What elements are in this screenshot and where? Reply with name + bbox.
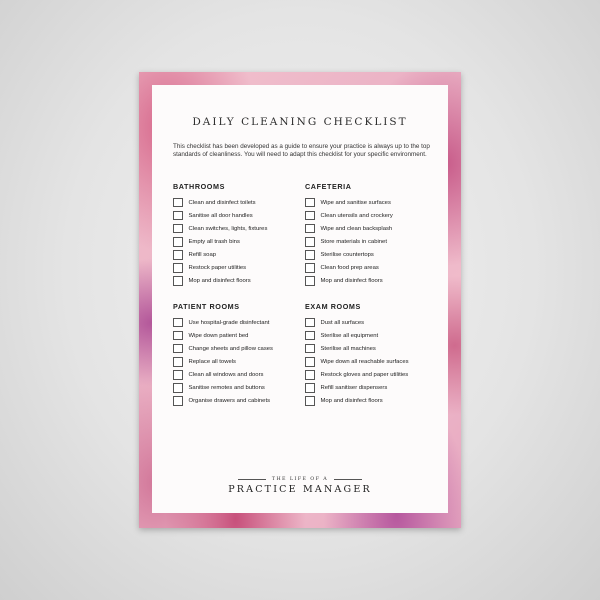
checklist-item-label: Mop and disinfect floors	[320, 278, 383, 285]
checklist-item-label: Change sheets and pillow cases	[188, 345, 273, 352]
checklist-item[interactable]	[173, 222, 303, 235]
checkbox[interactable]	[173, 250, 183, 260]
checklist-item[interactable]	[173, 275, 303, 288]
logo-small-text: THE LIFE OF A	[271, 477, 329, 482]
checkbox[interactable]	[173, 396, 183, 406]
checkbox[interactable]	[305, 276, 315, 286]
checklist-item[interactable]	[173, 261, 303, 274]
section-cafeteria	[305, 182, 435, 288]
checklist-item[interactable]	[305, 329, 435, 342]
checklist-item[interactable]	[305, 261, 435, 274]
checklist-item[interactable]	[305, 355, 435, 368]
checkbox[interactable]	[305, 331, 315, 341]
logo-rule-right	[334, 479, 362, 480]
checkbox[interactable]	[173, 344, 183, 354]
checklist-item-label: Wipe down patient bed	[188, 332, 249, 339]
checklist-item[interactable]	[305, 222, 435, 235]
checklist-item[interactable]	[173, 355, 303, 368]
checklist-item-label: Refill sanitiser dispensers	[320, 385, 388, 392]
checklist-item-label: Clean food prep areas	[320, 265, 379, 272]
checklist-item-label: Clean all windows and doors	[188, 371, 264, 378]
checkbox[interactable]	[305, 383, 315, 393]
checklist-item-label: Mop and disinfect floors	[188, 278, 251, 285]
checklist-panel	[152, 85, 448, 513]
checklist-item-label: Clean and disinfect toilets	[188, 199, 256, 206]
checklist-item[interactable]	[305, 235, 435, 248]
checkbox[interactable]	[305, 263, 315, 273]
checkbox[interactable]	[305, 250, 315, 260]
checklist-item-label: Restock paper utilities	[188, 265, 247, 272]
page-title: DAILY CLEANING CHECKLIST	[192, 116, 408, 128]
checkbox[interactable]	[173, 276, 183, 286]
checklist-item-label: Sterilise countertops	[320, 251, 374, 258]
checkbox[interactable]	[173, 357, 183, 367]
section-exam-rooms	[305, 302, 435, 408]
checklist-item-label: Use hospital-grade disinfectant	[188, 319, 270, 326]
checklist-item-label: Sanitise all door handles	[188, 212, 253, 219]
logo-rule-left	[238, 479, 266, 480]
checklist-item[interactable]	[173, 209, 303, 222]
section-title: BATHROOMS	[173, 182, 225, 191]
checklist-item-label: Mop and disinfect floors	[320, 398, 383, 405]
checkbox[interactable]	[305, 211, 315, 221]
section-patient-rooms	[173, 302, 303, 408]
intro-paragraph: This checklist has been developed as a guide to ensure your practice is always up to the top standards of cleanliness. You will need to adapt this checklist for your specific environment.	[173, 143, 430, 159]
checkbox[interactable]	[173, 198, 183, 208]
checklist-item-label: Clean switches, lights, fixtures	[188, 225, 268, 232]
checkbox[interactable]	[305, 357, 315, 367]
checklist-item-label: Sterilise all equipment	[320, 332, 379, 339]
section-bathrooms	[173, 182, 303, 288]
checklist-item[interactable]	[305, 196, 435, 209]
checklist-item[interactable]	[305, 316, 435, 329]
checklist-item[interactable]	[173, 248, 303, 261]
section-title: EXAM ROOMS	[305, 302, 361, 311]
checkbox[interactable]	[305, 198, 315, 208]
checklist-item[interactable]	[305, 342, 435, 355]
checkbox[interactable]	[305, 370, 315, 380]
checkbox[interactable]	[173, 331, 183, 341]
checklist-item[interactable]	[173, 342, 303, 355]
checklist-item[interactable]	[173, 235, 303, 248]
checklist-item[interactable]	[173, 329, 303, 342]
checklist-item[interactable]	[305, 395, 435, 408]
checklist-item-label: Organise drawers and cabinets	[188, 398, 271, 405]
checkbox[interactable]	[173, 318, 183, 328]
checklist-item[interactable]	[173, 395, 303, 408]
checklist-item[interactable]	[173, 196, 303, 209]
checklist-item-label: Sterilise all machines	[320, 345, 376, 352]
checklist-item-label: Refill soap	[188, 251, 217, 258]
checklist-item-label: Wipe and clean backsplash	[320, 225, 393, 232]
section-title: CAFETERIA	[305, 182, 352, 191]
checklist-item[interactable]	[173, 381, 303, 394]
checkbox[interactable]	[173, 370, 183, 380]
checkbox[interactable]	[173, 224, 183, 234]
logo-big-text: PRACTICE MANAGER	[228, 484, 372, 495]
checklist-item-label: Restock gloves and paper utilities	[320, 371, 409, 378]
checkbox[interactable]	[305, 396, 315, 406]
checkbox[interactable]	[173, 237, 183, 247]
checklist-item-label: Sanitise remotes and buttons	[188, 385, 265, 392]
checklist-item[interactable]	[305, 248, 435, 261]
checkbox[interactable]	[173, 263, 183, 273]
checkbox[interactable]	[305, 237, 315, 247]
checklist-item[interactable]	[305, 275, 435, 288]
checkbox[interactable]	[305, 318, 315, 328]
checklist-item-label: Wipe down all reachable surfaces	[320, 358, 409, 365]
checklist-sheet	[139, 72, 461, 528]
checklist-item[interactable]	[305, 209, 435, 222]
checklist-item-label: Dust all surfaces	[320, 319, 365, 326]
checkbox[interactable]	[305, 224, 315, 234]
checklist-item[interactable]	[173, 368, 303, 381]
checklist-item[interactable]	[173, 316, 303, 329]
checkbox[interactable]	[173, 211, 183, 221]
checklist-item[interactable]	[305, 368, 435, 381]
brand-logo	[152, 477, 448, 495]
checklist-item-label: Replace all towels	[188, 358, 236, 365]
checkbox[interactable]	[173, 383, 183, 393]
checklist-item-label: Store materials in cabinet	[320, 238, 387, 245]
section-title: PATIENT ROOMS	[173, 302, 240, 311]
logo-tagline	[152, 477, 448, 482]
checklist-item-label: Wipe and sanitise surfaces	[320, 199, 391, 206]
checklist-item-label: Empty all trash bins	[188, 238, 240, 245]
checklist-item[interactable]	[305, 381, 435, 394]
checkbox[interactable]	[305, 344, 315, 354]
checklist-item-label: Clean utensils and crockery	[320, 212, 393, 219]
